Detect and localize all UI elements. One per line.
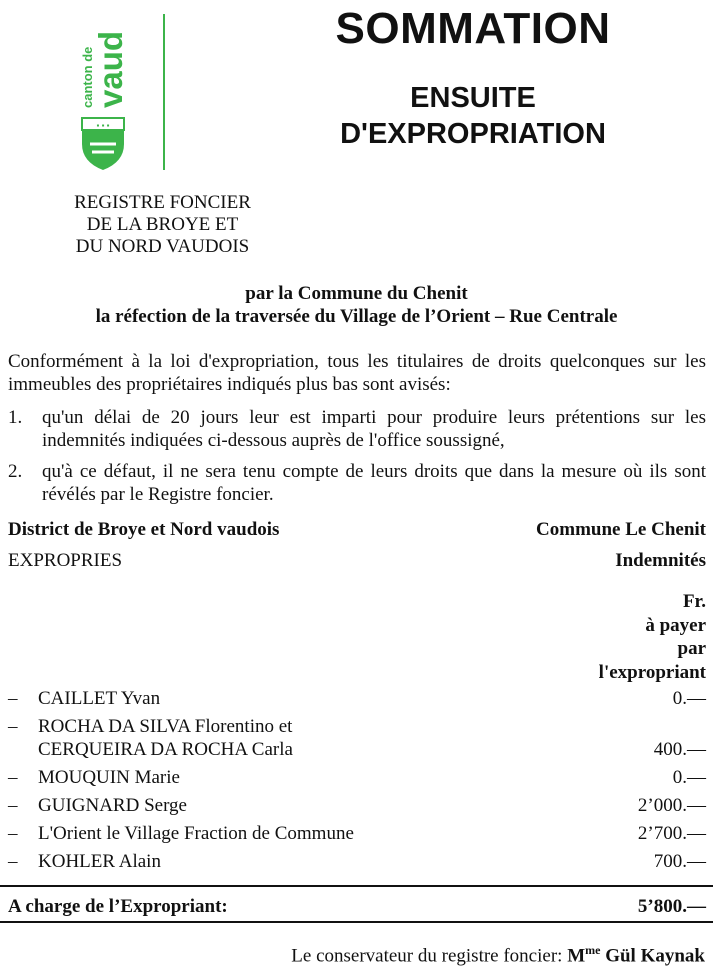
indemnites-label: Indemnités bbox=[615, 550, 706, 571]
item-number: 2. bbox=[8, 461, 23, 482]
row-name: L'Orient le Village Fraction de Commune bbox=[38, 823, 354, 844]
row-dash: – bbox=[8, 795, 18, 816]
col-head-line: par bbox=[677, 638, 706, 659]
row-dash: – bbox=[8, 767, 18, 788]
intro-commune: par la Commune du Chenit bbox=[245, 283, 468, 304]
row-amount: 400.— bbox=[653, 739, 706, 760]
row-name: CAILLET Yvan bbox=[38, 688, 161, 709]
registre-line-1: REGISTRE FONCIER bbox=[74, 192, 251, 213]
notice-item-1 bbox=[8, 406, 706, 452]
row-name: KOHLER Alain bbox=[38, 851, 161, 872]
total-top-rule bbox=[0, 885, 713, 887]
document-title-block bbox=[300, 0, 646, 152]
row-amount: 700.— bbox=[653, 851, 706, 872]
col-head-line: Fr. bbox=[682, 591, 706, 612]
signature-prefix: Le conservateur du registre foncier: bbox=[291, 945, 568, 967]
svg-text:▪ ▪ ▪: ▪ ▪ ▪ bbox=[96, 121, 110, 130]
col-head-line: l'expropriant bbox=[598, 661, 706, 683]
row-amount: 0.— bbox=[672, 767, 706, 788]
expropries-label: EXPROPRIES bbox=[8, 550, 123, 571]
registre-line-3: DU NORD VAUDOIS bbox=[75, 236, 250, 257]
district-label: District de Broye et Nord vaudois bbox=[8, 519, 280, 540]
item-text: qu'un délai de 20 jours leur est imparti pour produire leurs prétentions sur les indemnités indiquées ci-dessous auprès de l'office soussigné, bbox=[42, 407, 706, 451]
signature-name: Gül Kaynak bbox=[600, 945, 705, 967]
intro-block bbox=[0, 282, 713, 328]
row-name: GUIGNARD Serge bbox=[38, 795, 187, 816]
row-name: MOUQUIN Marie bbox=[38, 767, 180, 788]
notice-item-2 bbox=[8, 460, 706, 506]
subtitle-expropriation: D'EXPROPRIATION bbox=[340, 118, 606, 150]
commune-label: Commune Le Chenit bbox=[536, 519, 706, 540]
total-amount: 5’800.— bbox=[637, 896, 706, 917]
item-text: qu'à ce défaut, il ne sera tenu compte de leurs droits que dans la mesure où ils sont révélés par le Registre foncier. bbox=[42, 461, 706, 505]
item-number: 1. bbox=[8, 407, 23, 428]
total-bottom-rule bbox=[0, 921, 713, 923]
total-label: A charge de l’Expropriant: bbox=[8, 896, 228, 917]
registre-foncier-block bbox=[0, 192, 325, 258]
signature-title-sup: me bbox=[585, 943, 601, 957]
logo-text-canton: canton de bbox=[80, 46, 95, 108]
logo-text-vaud: vaud bbox=[92, 30, 128, 108]
col-head-line: à payer bbox=[645, 614, 706, 636]
logo-divider bbox=[163, 14, 165, 170]
canton-de-vaud-logo bbox=[78, 12, 128, 172]
row-name: ROCHA DA SILVA Florentino et bbox=[38, 716, 293, 737]
row-dash: – bbox=[8, 851, 18, 872]
row-dash: – bbox=[8, 823, 18, 844]
row-amount: 2’000.— bbox=[637, 795, 706, 816]
signature-line bbox=[291, 938, 705, 968]
signature-title: M bbox=[567, 945, 586, 967]
row-name-2: CERQUEIRA DA ROCHA Carla bbox=[38, 739, 293, 760]
amount-column-header bbox=[599, 590, 706, 684]
vaud-shield-icon bbox=[82, 118, 124, 170]
notice-paragraph: Conformément à la loi d'expropriation, tous les titulaires de droits quelconques sur les immeubles des propriétaires indiqués plus bas sont avisés: bbox=[8, 351, 706, 395]
row-dash: – bbox=[8, 716, 18, 737]
row-amount: 2’700.— bbox=[637, 823, 706, 844]
subtitle-ensuite: ENSUITE bbox=[410, 82, 536, 114]
title-sommation: SOMMATION bbox=[335, 4, 611, 53]
registre-line-2: DE LA BROYE ET bbox=[86, 214, 239, 235]
row-dash: – bbox=[8, 688, 18, 709]
intro-project: la réfection de la traversée du Village de l’Orient – Rue Centrale bbox=[95, 306, 618, 327]
row-amount: 0.— bbox=[672, 688, 706, 709]
